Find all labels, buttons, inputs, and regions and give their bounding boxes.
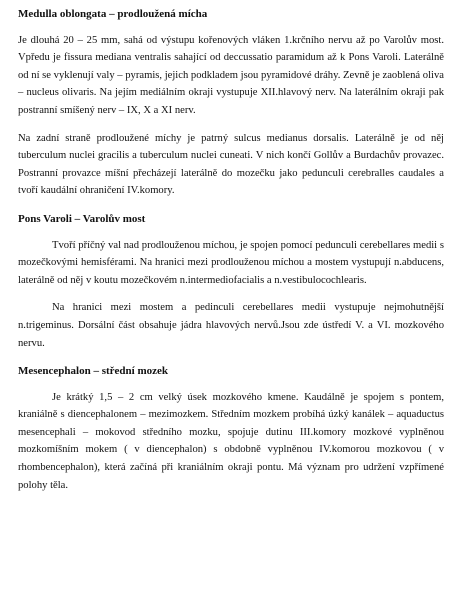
- paragraph: Je krátký 1,5 – 2 cm velký úsek mozkového kmene. Kaudálně je spojem s pontem, kraniálně s diencephalonem – mezimozkem. Středním mozkem probíhá úzký kanálek – aquaductus mesencephali – mokovod středního mozku, spojuje dutinu III.komory mozkové vyplněnou mozkomíšním mokem ( v diencephalon) s obdobně vyplněnou IV.komorou mozkovou ( v rhombencephalon), která začíná při kraniálním okraji pontu. Má význam pro udržení vzpřímené polohy těla.: [18, 391, 444, 491]
- paragraph: Je dlouhá 20 – 25 mm, sahá od výstupu kořenových vláken 1.krčního nervu až po Varolův most. Vpředu je fissura mediana ventralis sahající od deccussatio paramidum až k Pons Varoli. Laterálně od ní se vyklenují valy – pyramis, jejich podkladem jsou pyramidové dráhy. Zevně je zaoblená oliva – nucleus olivaris. Na jejím mediálním okraji vystupuje XII.hlavový nerv. Na laterálním okraji pak postranní smíšený nerv – IX, X a XI nerv.: [18, 34, 444, 116]
- document-page: [18, 6, 444, 494]
- section-medulla-oblongata: [18, 6, 444, 200]
- paragraph: Na zadní straně prodloužené míchy je patrný sulcus medianus dorsalis. Laterálně je od něj tuberculum nuclei gracilis a tuberculum nuclei cuneati. V nich končí Gollův a Burdachův provazec. Postranní provazce míšní přecházejí laterálně do mozečku jako pedunculi cerebralles caudales a tvoří kaudální ohraničení IV.komory.: [18, 132, 444, 197]
- section-heading: Pons Varoli – Varolův most: [18, 212, 146, 225]
- section-mesencephalon: [18, 363, 444, 494]
- paragraph: Na hranici mezi mostem a pedinculi cerebellares medii vystupuje nejmohutnější n.trigeminus. Dorsální část obsahuje jádra hlavových nervů.Jsou zde ústředí V. a VI. mozkového nervu.: [18, 302, 444, 349]
- section-heading: Medulla oblongata – prodloužená mícha: [18, 8, 208, 20]
- paragraph: Tvoří příčný val nad prodlouženou míchou, je spojen pomocí pedunculi cerebellares medii s mozečkovými hemisférami. Na hranici mezi prodlouženou míchou a mostem vystupují n.abducens, laterálně od něj v koutu mozečkovém n.intermediofacialis a n.vestibulocochlearis.: [18, 239, 444, 286]
- section-heading: Mesencephalon – střední mozek: [18, 365, 169, 378]
- section-pons-varoli: [18, 211, 444, 352]
